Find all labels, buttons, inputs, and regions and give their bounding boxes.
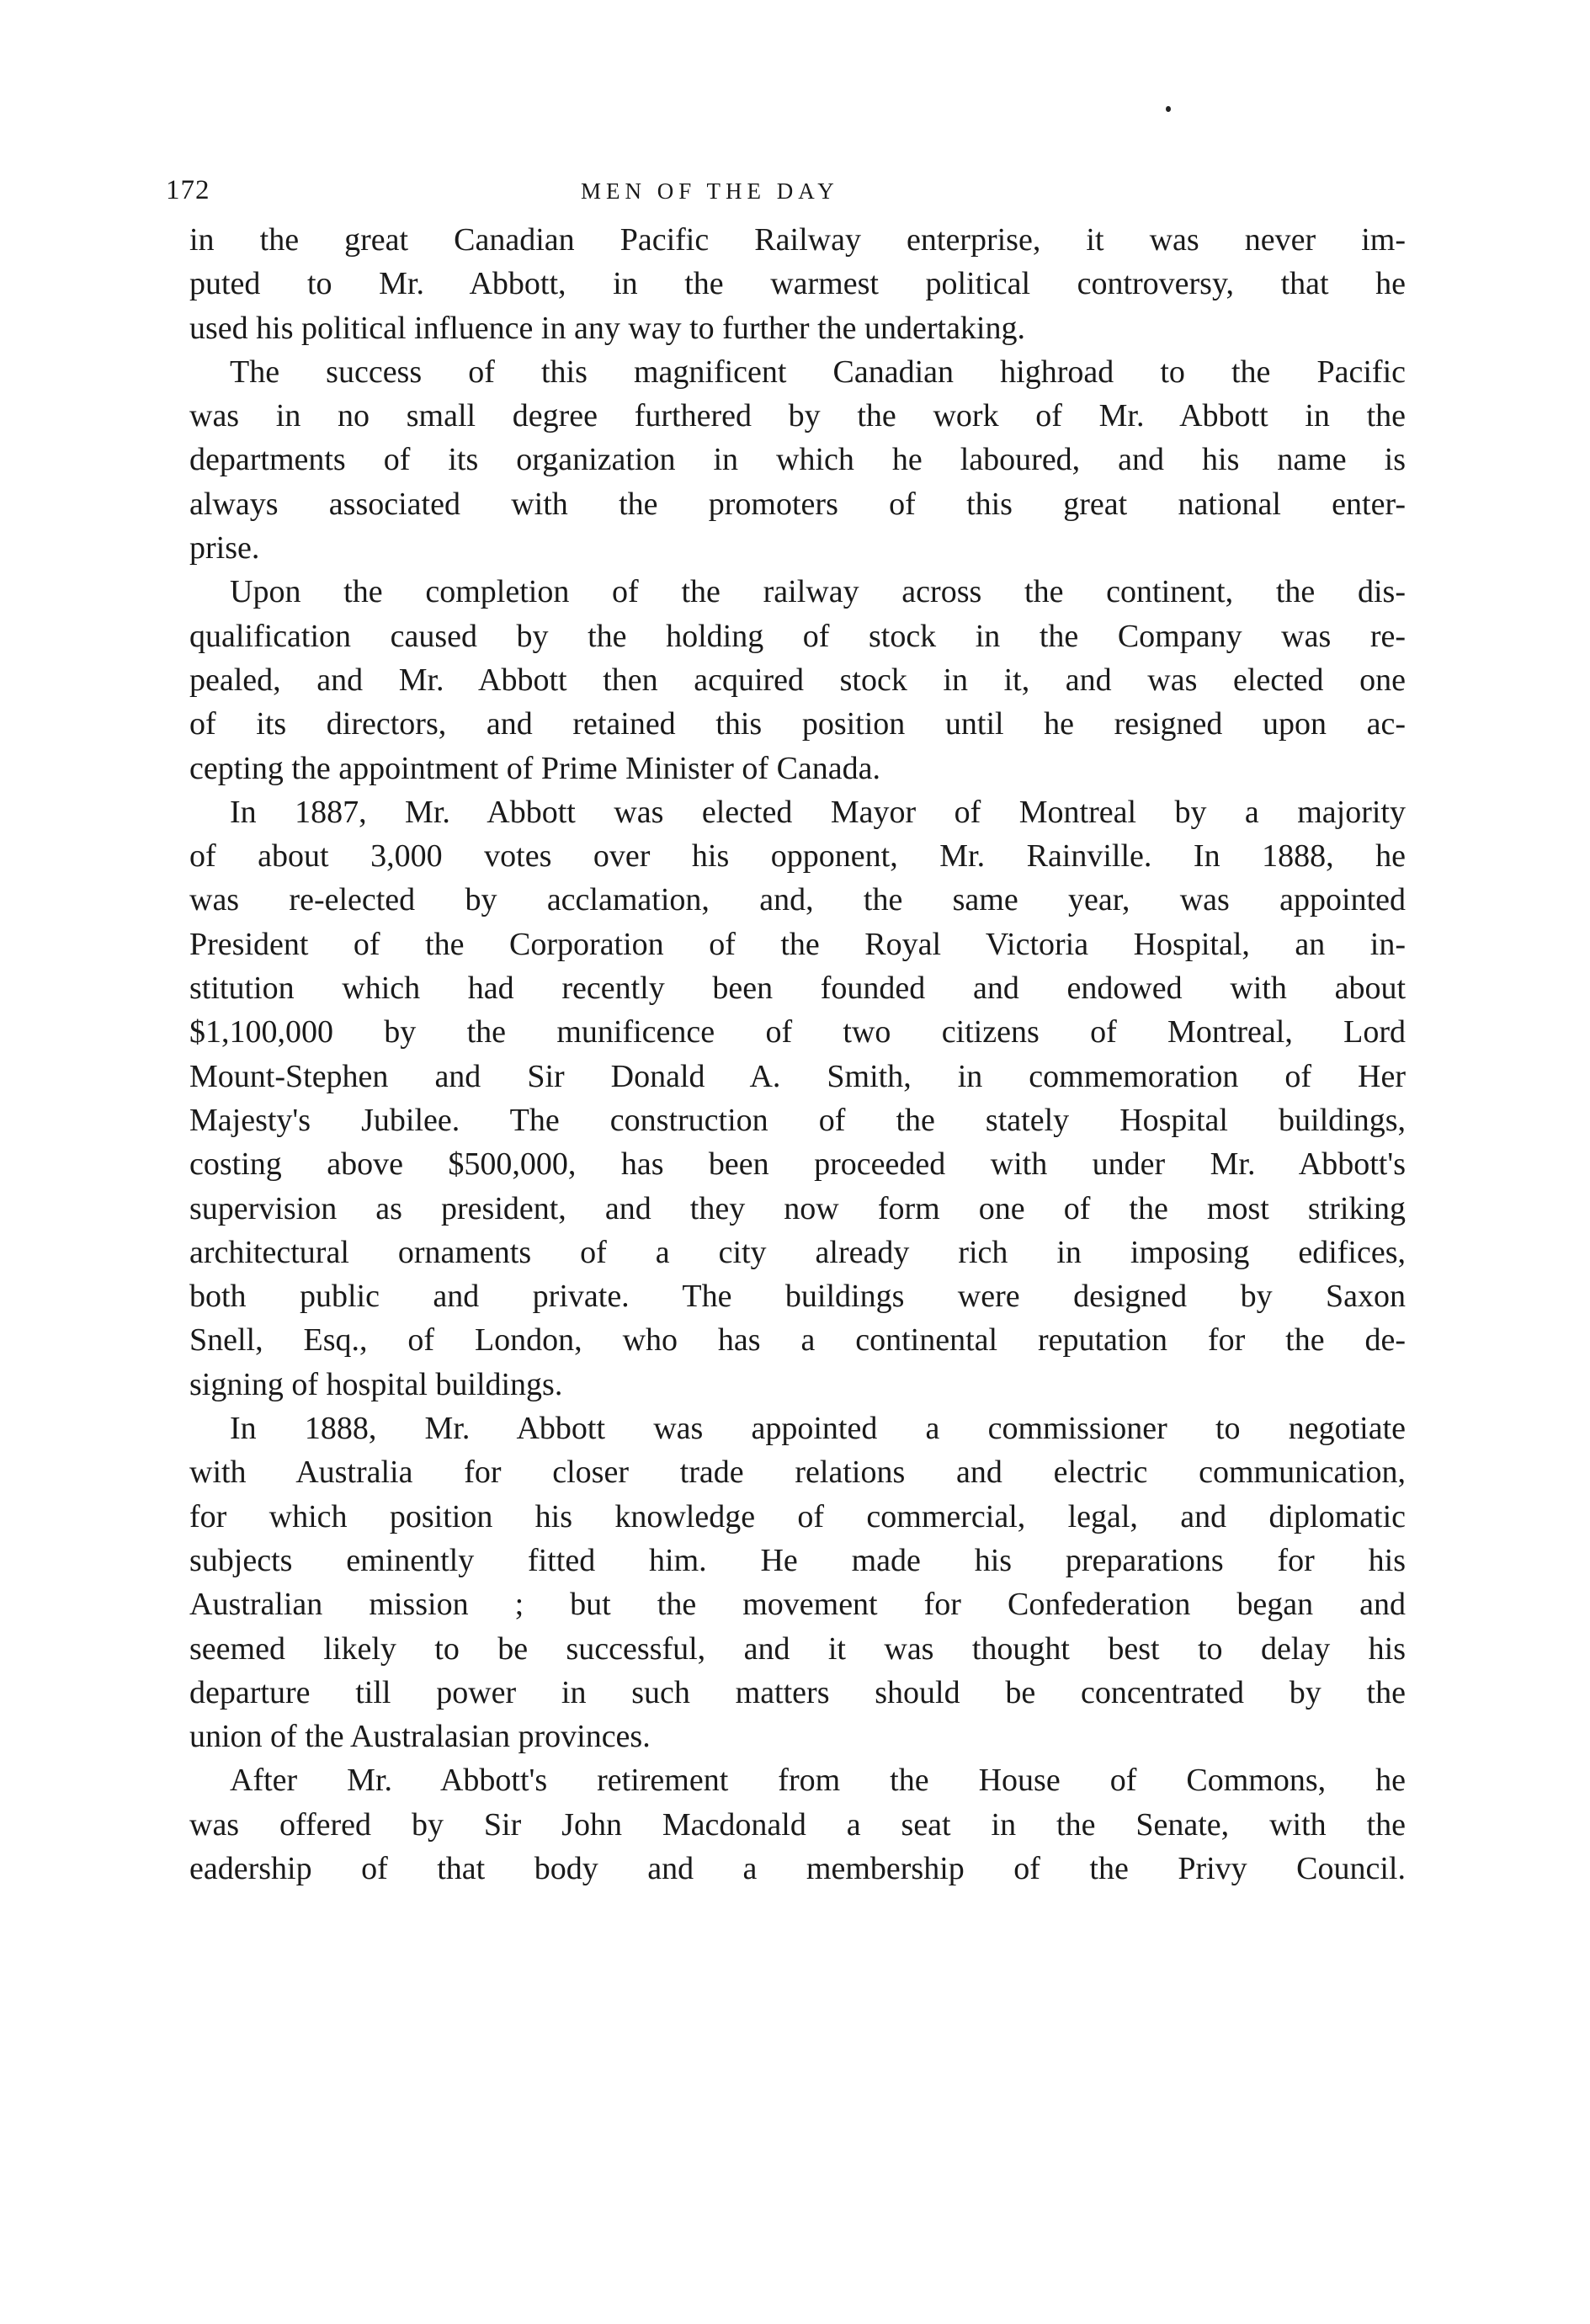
text-line: used his political influence in any way to further the undertaking.	[189, 310, 1025, 346]
text-line: cepting the appointment of Prime Minister of Canada.	[189, 750, 881, 786]
text-line: was re-elected by acclamation, and, the same year, was appointed	[189, 882, 1406, 918]
text-line: costing above $500,000, has been proceeded with under Mr. Abbott's	[189, 1146, 1406, 1183]
text-line: Majesty's Jubilee. The construction of the stately Hospital buildings,	[189, 1102, 1406, 1138]
text-line: both public and private. The buildings were designed by Saxon	[189, 1279, 1406, 1315]
text-line: After Mr. Abbott's retirement from the House of Commons, he	[230, 1763, 1406, 1799]
text-line: departments of its organization in which he laboured, and his name is	[189, 442, 1406, 478]
text-line: was in no small degree furthered by the work of Mr. Abbott in the	[189, 398, 1406, 434]
text-line: The success of this magnificent Canadian highroad to the Pacific	[230, 354, 1406, 390]
text-line: Snell, Esq., of London, who has a continental reputation for the de-	[189, 1322, 1406, 1359]
running-header: MEN OF THE DAY	[581, 178, 839, 204]
text-line: departure till power in such matters should be concentrated by the	[189, 1674, 1406, 1710]
text-line: Upon the completion of the railway across the continent, the dis-	[230, 574, 1406, 610]
text-line: puted to Mr. Abbott, in the warmest political controversy, that he	[189, 266, 1406, 302]
text-line: $1,100,000 by the munificence of two citizens of Montreal, Lord	[189, 1014, 1406, 1050]
text-line: of about 3,000 votes over his opponent, Mr. Rainville. In 1888, he	[189, 838, 1406, 875]
text-line: with Australia for closer trade relations and electric communication,	[189, 1454, 1406, 1491]
text-line: qualification caused by the holding of stock in the Company was re-	[189, 618, 1406, 654]
text-line: for which position his knowledge of commercial, legal, and diplomatic	[189, 1498, 1406, 1534]
text-line: subjects eminently fitted him. He made his preparations for his	[189, 1542, 1406, 1578]
text-line: In 1887, Mr. Abbott was elected Mayor of Montreal by a majority	[230, 794, 1406, 830]
text-line: in the great Canadian Pacific Railway enterprise, it was never im-	[189, 222, 1406, 258]
body-text	[189, 218, 1406, 1891]
text-line: Mount-Stephen and Sir Donald A. Smith, in commemoration of Her	[189, 1058, 1406, 1094]
text-line: eadership of that body and a membership of the Privy Council.	[189, 1850, 1406, 1886]
text-line: always associated with the promoters of this great national enter-	[189, 486, 1406, 522]
text-line: union of the Australasian provinces.	[189, 1719, 651, 1755]
text-line: was offered by Sir John Macdonald a seat in the Senate, with the	[189, 1806, 1406, 1843]
text-line: signing of hospital buildings.	[189, 1366, 563, 1402]
text-line: of its directors, and retained this position until he resigned upon ac-	[189, 706, 1406, 742]
text-line: seemed likely to be successful, and it was thought best to delay his	[189, 1630, 1406, 1667]
text-line: stitution which had recently been founded and endowed with about	[189, 971, 1406, 1007]
text-line: architectural ornaments of a city already rich in imposing edifices,	[189, 1234, 1406, 1270]
text-line: pealed, and Mr. Abbott then acquired stock in it, and was elected one	[189, 662, 1406, 698]
text-line: prise.	[189, 530, 260, 566]
text-line: President of the Corporation of the Royal Victoria Hospital, an in-	[189, 926, 1406, 962]
page-number: 172	[166, 175, 210, 205]
text-line: In 1888, Mr. Abbott was appointed a commissioner to negotiate	[230, 1411, 1406, 1447]
text-line: Australian mission ; but the movement for Confederation began and	[189, 1587, 1406, 1623]
text-line: supervision as president, and they now form one of the most striking	[189, 1190, 1406, 1226]
ink-speck	[1166, 106, 1171, 112]
